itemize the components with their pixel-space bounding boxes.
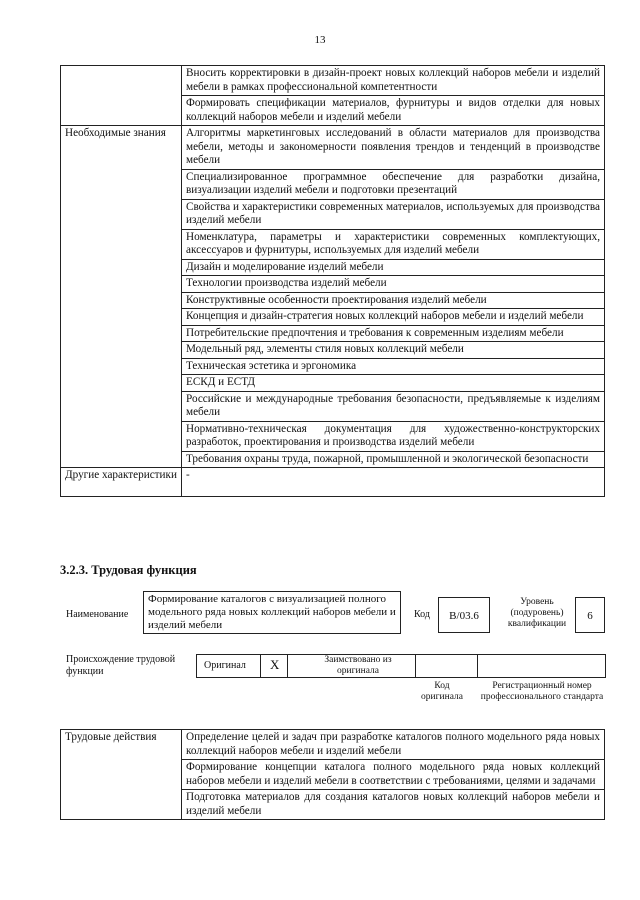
row-label [61, 66, 182, 126]
actions-label: Трудовые действия [61, 730, 182, 820]
code-caption: Код оригинала [421, 681, 463, 702]
knowledge-item: Российские и международные требования безопасности, предъявляемые к изделиям мебели [182, 391, 605, 421]
knowledge-item: Концепция и дизайн-стратегия новых коллекций наборов мебели и изделий мебели [182, 309, 605, 326]
skill-item: Вносить корректировки в дизайн-проект новых коллекций наборов мебели и изделий мебели в рамках профессиональной компетентности [182, 66, 605, 96]
skill-item: Формировать спецификации материалов, фурнитуры и видов отделки для новых коллекций наборов мебели и изделий мебели [182, 96, 605, 126]
table-row [61, 730, 605, 760]
original-mark: X [270, 657, 280, 672]
original-label: Оригинал [204, 660, 246, 671]
knowledge-item: Дизайн и моделирование изделий мебели [182, 259, 605, 276]
function-name: Формирование каталогов с визуализацией полного модельного ряда новых коллекций наборов мебели и изделий мебели [143, 591, 401, 634]
actions-table [60, 729, 605, 820]
row-label-other: Другие характеристики [61, 468, 182, 497]
action-item: Определение целей и задач при разработке каталогов полного модельного ряда новых коллекций наборов мебели и изделий мебели [182, 730, 605, 760]
borrowed-label: Заимствовано из оригинала [324, 655, 392, 676]
knowledge-table [60, 65, 605, 497]
table-row [61, 66, 605, 96]
knowledge-item: Алгоритмы маркетинговых исследований в области материалов для производства мебели, методы и закономерности появления трендов и тенденций в производстве мебели [182, 126, 605, 170]
knowledge-item: Потребительские предпочтения и требования к современным изделиям мебели [182, 325, 605, 342]
table-row [61, 468, 605, 497]
knowledge-item: Конструктивные особенности проектирования изделий мебели [182, 292, 605, 309]
knowledge-item: ЕСКД и ЕСТД [182, 375, 605, 392]
name-label: Наименование [66, 609, 129, 620]
knowledge-item: Техническая эстетика и эргономика [182, 358, 605, 375]
row-label-knowledge: Необходимые знания [61, 126, 182, 468]
knowledge-item: Свойства и характеристики современных материалов, используемых для производства изделий мебели [182, 199, 605, 229]
section-title: 3.2.3. Трудовая функция [60, 563, 197, 577]
table-row [61, 126, 605, 170]
origin-label: Происхождение трудовой функции [66, 654, 176, 677]
page-number: 13 [314, 34, 326, 46]
code-value: В/03.6 [438, 597, 490, 633]
knowledge-item: Технологии производства изделий мебели [182, 276, 605, 293]
code-label: Код [414, 609, 430, 620]
knowledge-item: Специализированное программное обеспечение для разработки дизайна, визуализации изделий мебели и подготовки презентаций [182, 169, 605, 199]
other-item: - [182, 468, 605, 497]
knowledge-item: Требования охраны труда, пожарной, промышленной и экологической безопасности [182, 451, 605, 468]
knowledge-item: Нормативно-техническая документация для художественно-конструкторских разработок, проектирования и производства изделий мебели [182, 421, 605, 451]
knowledge-item: Номенклатура, параметры и характеристики современных комплектующих, аксессуаров и фурнитуры, используемых для изделий мебели [182, 229, 605, 259]
level-value: 6 [575, 597, 605, 633]
reg-caption: Регистрационный номер профессионального стандарта [480, 681, 604, 702]
level-label: Уровень (подуровень) квалификации [507, 597, 567, 629]
knowledge-item: Модельный ряд, элементы стиля новых коллекций мебели [182, 342, 605, 359]
action-item: Подготовка материалов для создания каталогов новых коллекций наборов мебели и изделий мебели [182, 790, 605, 820]
action-item: Формирование концепции каталога полного модельного ряда новых коллекций наборов мебели и изделий мебели в соответствии с требованиями, целями и задачами [182, 760, 605, 790]
